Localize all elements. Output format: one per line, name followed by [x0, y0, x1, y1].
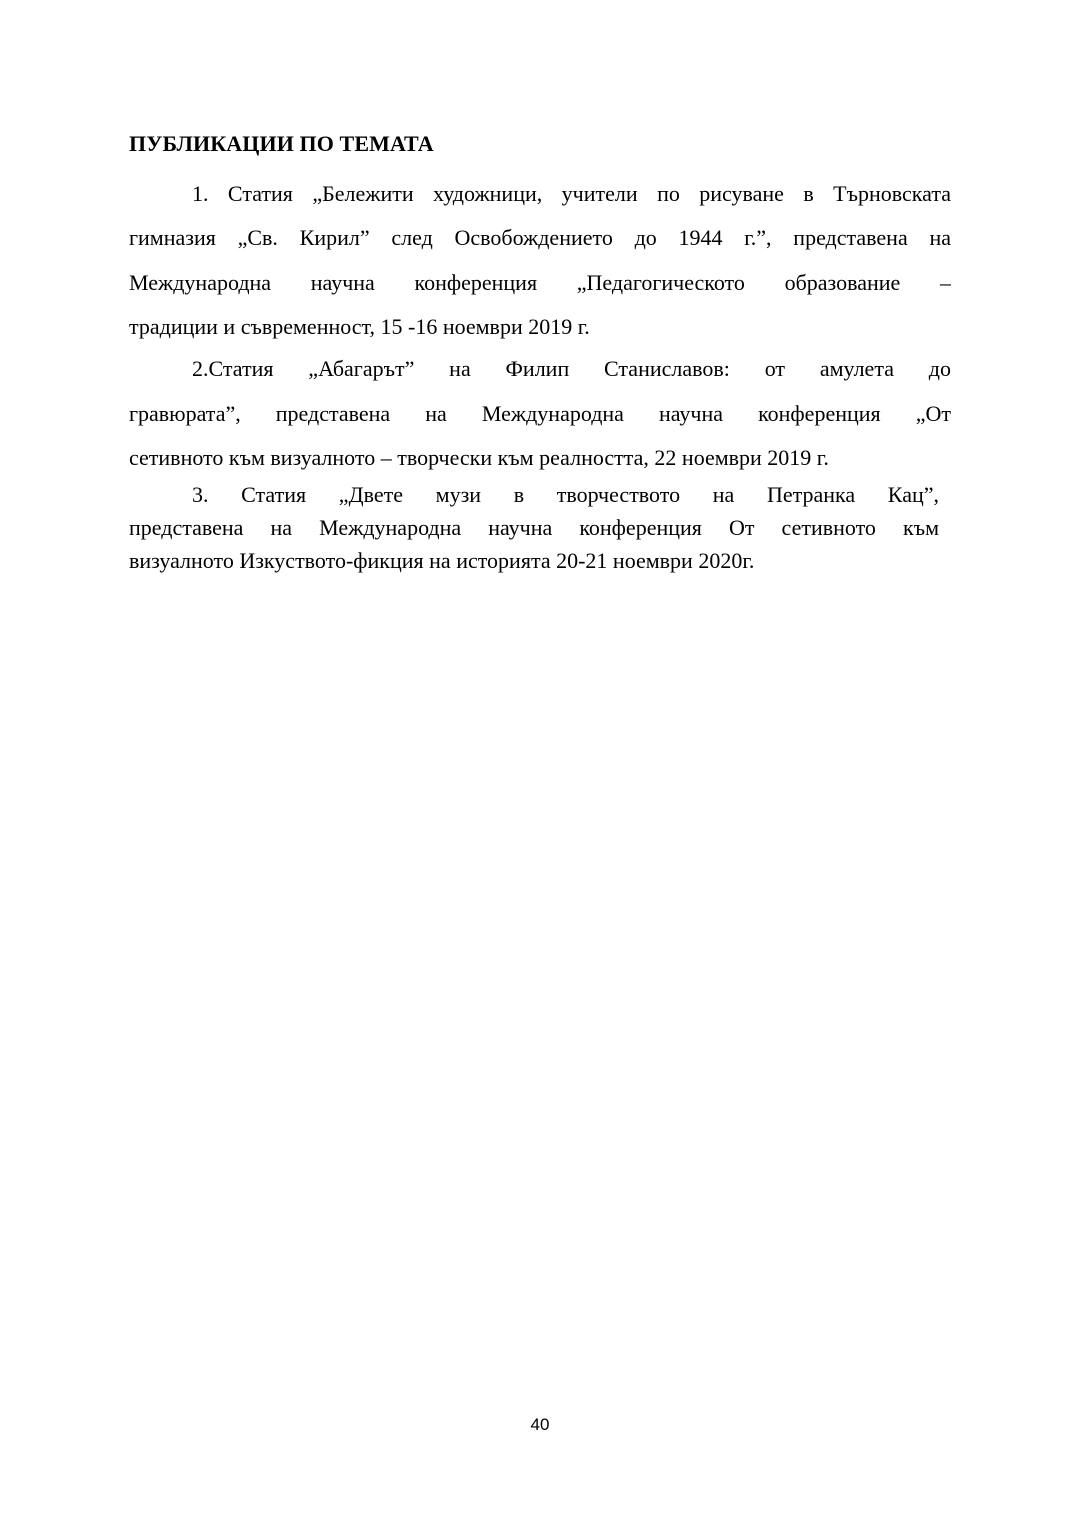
publication-1-line-1: 1. Статия „Бележити художници, учители по рисуване в Търновската — [192, 181, 951, 206]
publication-item-3 — [129, 478, 951, 577]
publication-item-2 — [129, 347, 951, 481]
publication-3-line-2: представена на Международна научна конференция От сетивното към — [129, 515, 939, 540]
publication-1-line-3: Международна научна конференция „Педагогическото образование – — [129, 269, 951, 295]
publication-2-line-3: сетивното към визуалното – творчески към реалността, 22 ноември 2019 г. — [129, 445, 829, 470]
page-number: 40 — [530, 1415, 550, 1434]
publication-3-line-3: визуалното Изкуството-фикция на историята 20-21 ноември 2020г. — [129, 548, 755, 573]
publication-1-line-2: гимназия „Св. Кирил” след Освобождението до 1944 г.”, представена на — [129, 225, 951, 251]
publication-1-line-4: традиции и съвременност, 15 -16 ноември 2019 г. — [129, 313, 590, 339]
publication-2-line-2: гравюрата”, представена на Международна научна конференция „От — [129, 400, 951, 426]
publication-item-1 — [129, 172, 951, 349]
section-heading: ПУБЛИКАЦИИ ПО ТЕМАТА — [129, 131, 434, 156]
publication-2-line-1: 2.Статия „Абагарът” на Филип Станиславов: от амулета до — [192, 356, 951, 381]
publication-3-line-1: 3. Статия „Двете музи в творчеството на Петранка Кац”, — [192, 482, 939, 507]
